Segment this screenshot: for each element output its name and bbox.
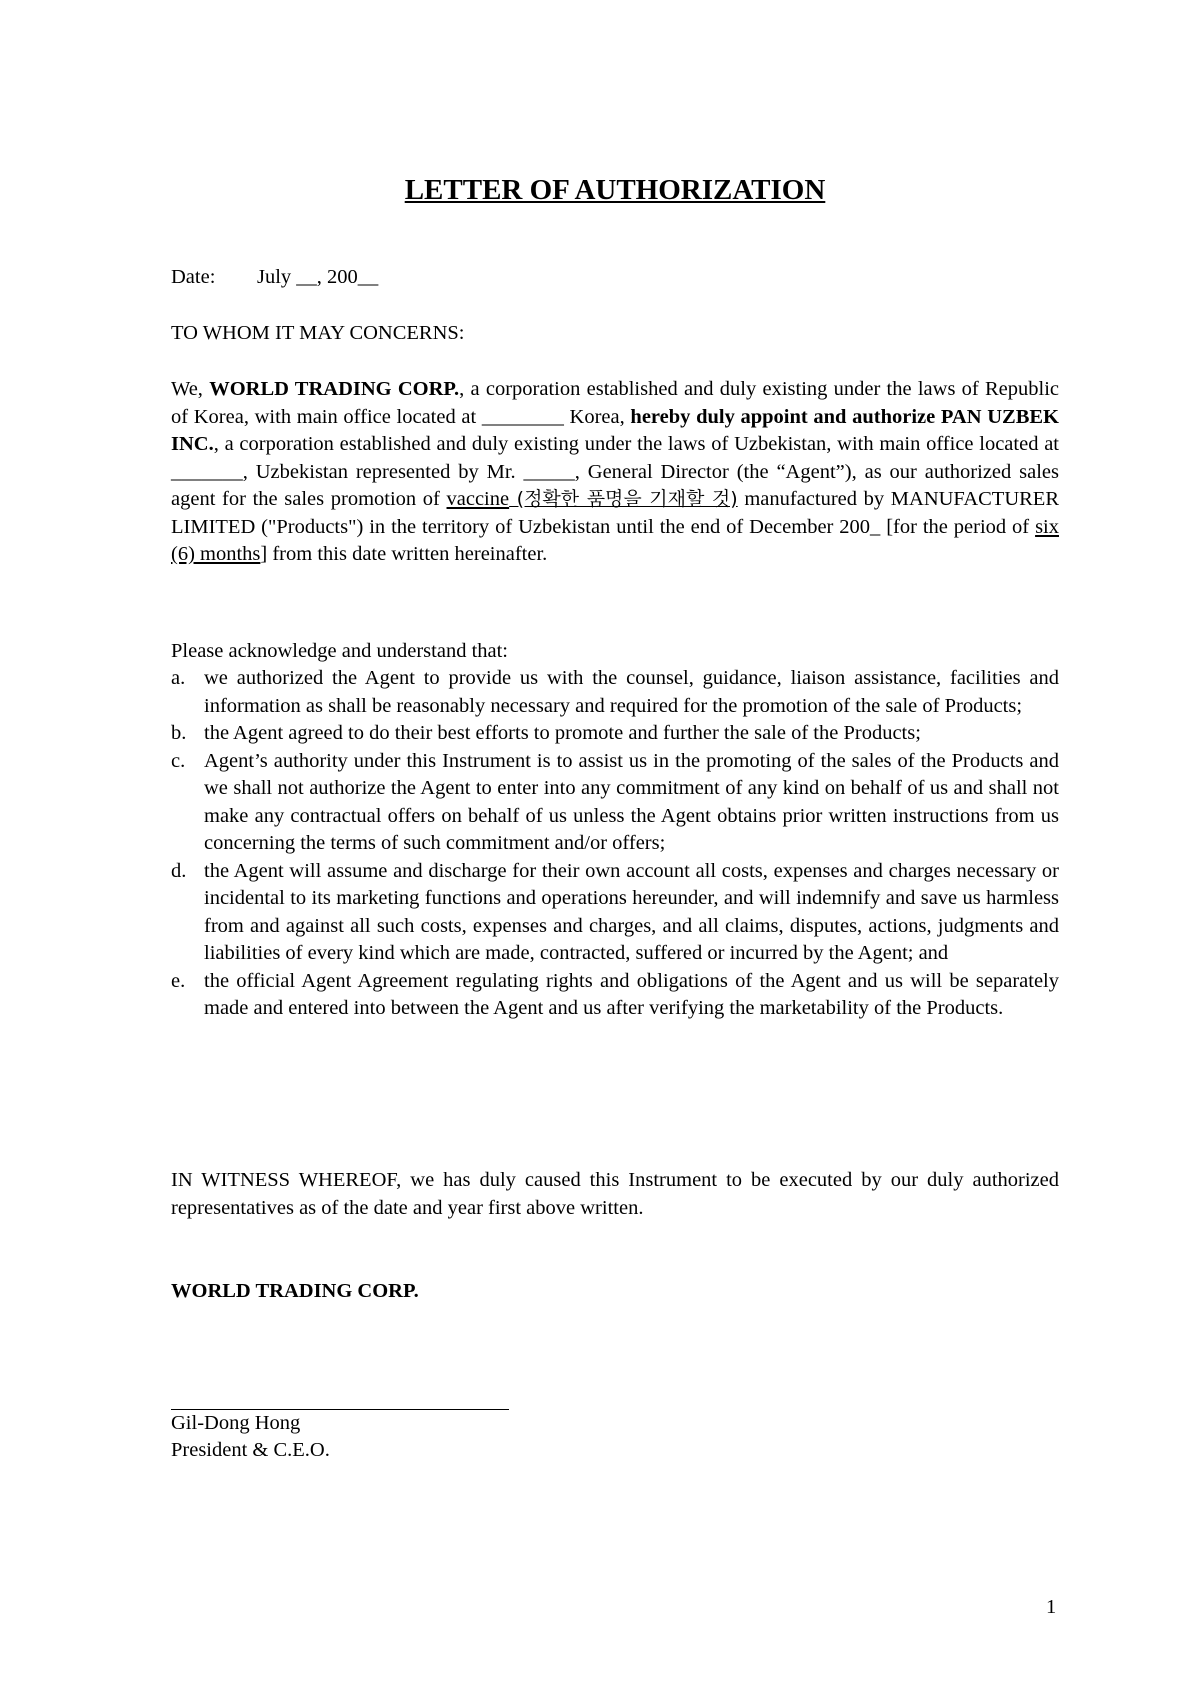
clause-item (171, 720, 1059, 748)
signatory-name: Gil-Dong Hong (171, 1412, 301, 1434)
paragraph-text: , a corporation established and duly existing under the laws of Republic of Korea, with main office located at ________ Korea, (171, 378, 1059, 428)
appointment-clause: hereby duly appoint and authorize PAN UZBEK INC. (171, 405, 1059, 455)
product-name: vaccine (446, 488, 510, 510)
date-label: Date: (171, 266, 216, 288)
product-note-korean: (정확한 품명을 기재할 것) (509, 488, 738, 510)
date-line (171, 264, 378, 292)
clause-text: the Agent agreed to do their best efforts to promote and further the sale of the Products; (204, 722, 921, 744)
clause-text: we authorized the Agent to provide us with the counsel, guidance, liaison assistance, facilities and information as shall be reasonably necessary and required for the promotion of the sale of Products; (204, 667, 1059, 717)
clause-item (171, 748, 1059, 858)
clause-marker: d. (171, 859, 187, 882)
clause-marker: b. (171, 722, 187, 744)
clause-item (171, 968, 1059, 1023)
witness-paragraph: IN WITNESS WHEREOF, we has duly caused this Instrument to be executed by our duly authorized representatives as of the date and year first above written. (171, 1169, 1059, 1219)
date-value: July __, 200__ (257, 266, 379, 288)
clause-marker: e. (171, 969, 186, 992)
paragraph-text: manufactured by MANUFACTURER LIMITED ("Products") in the territory of Uzbekistan until the end of December 200_ [for the period of (171, 488, 1059, 538)
paragraph-text: We, (171, 378, 210, 400)
salutation: TO WHOM IT MAY CONCERNS: (171, 322, 465, 344)
authorization-paragraph (171, 376, 1059, 569)
clause-marker: c. (171, 749, 186, 772)
paragraph-text: ] from this date written hereinafter. (260, 543, 548, 565)
clause-text: the Agent will assume and discharge for their own account all costs, expenses and charges necessary or incidental to its marketing functions and operations hereunder, and will indemnify and save us harmless from and against all such costs, expenses and charges, and all claims, disputes, actions, judgments and liabilities of every kind which are made, contracted, suffered or incurred by the Agent; and (204, 859, 1059, 964)
clauses-list (171, 665, 1059, 1023)
clauses-intro: Please acknowledge and understand that: (171, 640, 508, 662)
clause-text: the official Agent Agreement regulating rights and obligations of the Agent and us will be separately made and entered into between the Agent and us after verifying the marketability of the Products. (204, 969, 1059, 1019)
paragraph-text: , a corporation established and duly existing under the laws of Uzbekistan, with main office located at _______, Uzbekistan represented by Mr. _____, General Director (the “Agent”), as our authorized sales agent for the sales promotion of (171, 433, 1059, 510)
document-title: LETTER OF AUTHORIZATION (404, 174, 826, 206)
clause-item (171, 858, 1059, 968)
clause-item (171, 665, 1059, 720)
signatory-title: President & C.E.O. (171, 1439, 330, 1461)
signatory-company: WORLD TRADING CORP. (171, 1280, 419, 1302)
authorization-period: six (6) months (171, 515, 1059, 565)
company-name: WORLD TRADING CORP. (209, 378, 460, 400)
page-number: 1 (1046, 1596, 1057, 1618)
clause-text: Agent’s authority under this Instrument is to assist us in the promoting of the sales of the Products and we shall not authorize the Agent to enter into any commitment of any kind on behalf of us and shall not make any contractual offers on behalf of us unless the Agent obtains prior written instructions from us concerning the terms of such commitment and/or offers; (204, 749, 1059, 854)
clause-marker: a. (171, 667, 186, 689)
